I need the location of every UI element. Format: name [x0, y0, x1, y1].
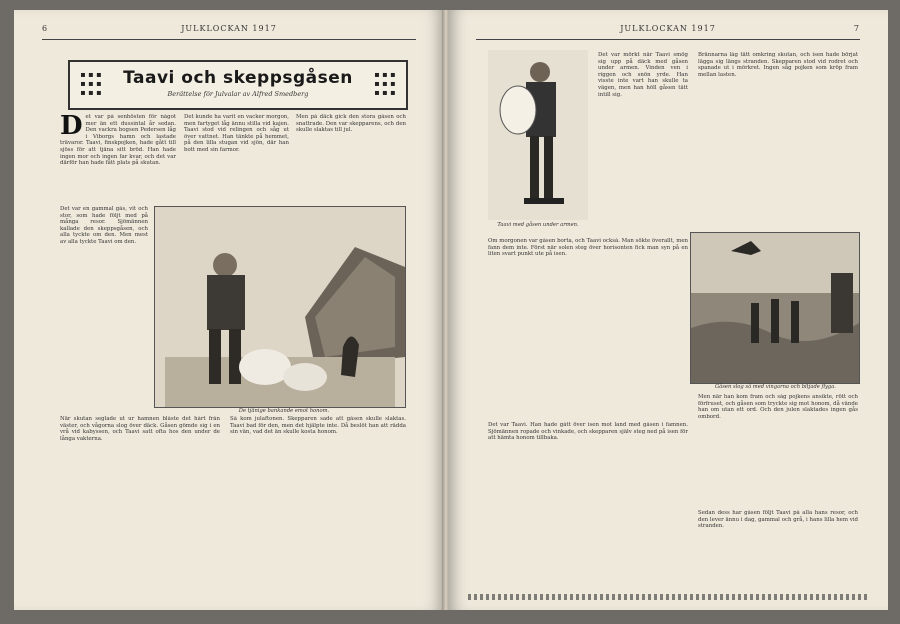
illustration-caption: Taavi med gåsen under armen. — [497, 222, 579, 228]
ornament-icon: ▪ ▪ ▪ ▪ ▪ ▪ ▪ ▪ ▪ — [374, 70, 396, 97]
body-text: När skutan seglade ut ur hamnen blåste det hårt från väster, och vågorna slog över däck. Gåsen gömde sig i en vrå vid kabyssen, och Taavi satt ofta hos den under de långa vakterna. — [60, 416, 220, 442]
body-text: Det var Taavi. Han hade gått över isen mot land med gåsen i famnen. Sjömännen ropade och vinkade, och skepparen själv steg ned på isen för att hämta honom tillbaka. — [488, 422, 688, 442]
text-column — [488, 422, 688, 582]
text-column — [698, 394, 858, 504]
story-subtitle: Berättelse för Julvalar av Alfred Smedberg — [167, 90, 309, 98]
text-column — [296, 114, 406, 202]
running-head — [42, 24, 416, 38]
text-column — [60, 206, 148, 410]
text-column — [698, 510, 858, 580]
text-column — [698, 52, 858, 222]
illustration-ice-shore — [690, 232, 860, 384]
page-number: 6 — [42, 24, 49, 33]
illustration-caption: Gåsen slog så med vingarna och bitjade flyga. — [715, 384, 836, 390]
running-title: JULKLOCKAN 1917 — [620, 24, 716, 33]
body-text: Det var en gammal gås, vit och stor, som hade följt med på många resor. Sjömännen kallade den skeppsgåsen, och alla tyckte om den. Men mest av alla tyckte Taavi om den. — [60, 206, 148, 245]
body-text: Så kom julaftonen. Skepparen sade att gåsen skulle slaktas. Taavi bad för den, men det hjälpte inte. Då beslöt han att rädda sin vän, vad det än skulle kosta honom. — [230, 416, 406, 436]
running-title: JULKLOCKAN 1917 — [181, 24, 277, 33]
ornament-icon: ▪ ▪ ▪ ▪ ▪ ▪ ▪ ▪ ▪ — [80, 70, 102, 97]
text-column — [488, 238, 688, 418]
illustration-boy-geese — [154, 206, 406, 408]
magazine-spread — [14, 10, 890, 614]
body-text: Men när han kom fram och såg pojkens ansikte, rött och förfruset, och gåsen som tryckte sig mot honom, då vände han om utan ett ord. Och den julen slaktades ingen gås ombord. — [698, 394, 858, 420]
drop-cap: D — [60, 114, 83, 141]
illustration-caption: De tjänige bankande emot honom. — [238, 408, 330, 414]
left-page — [14, 10, 444, 610]
text-column — [598, 52, 688, 232]
body-text: Sedan dess har gåsen följt Taavi på alla hans resor, och den lever ännu i dag, gammal och grå, i hans lilla hem vid stranden. — [698, 510, 858, 530]
story-title: Taavi och skeppsgåsen — [123, 68, 353, 88]
body-text: Men på däck gick den stora gåsen och snattrade. Den var skepparens, och den skulle slaktas till jul. — [296, 114, 406, 134]
page-number: 7 — [853, 24, 860, 33]
body-text: Det kunde ha varit en vacker morgon, men fartyget låg ännu stilla vid kajen. Taavi stod vid relingen och såg ut över vattnet. Han tänkte på hemmet, på den lilla stugan vid sjön, där han bott med sin farmor. — [184, 114, 289, 153]
body-text: Om morgonen var gåsen borta, och Taavi också. Man sökte överallt, men fann dem inte. Först när solen steg över horisonten fick man syn på en liten svart punkt ute på isen. — [488, 238, 688, 258]
running-head — [476, 24, 860, 38]
header-rule — [42, 39, 416, 40]
title-box — [68, 60, 408, 110]
text-column — [184, 114, 289, 202]
footer-ornament-rule — [468, 594, 868, 600]
header-rule — [476, 39, 860, 40]
text-column — [230, 416, 406, 592]
body-text: Det var mörkt när Taavi smög sig upp på däck med gåsen under armen. Vinden ven i riggen och snön yrde. Han visste inte vart han skulle ta vägen, men han höll gåsen tätt intill sig. — [598, 52, 688, 98]
body-text: Brännarna låg tätt omkring skutan, och isen hade börjat lägga sig längs stranden. Skepparen stod vid rodret och spanade ut i mörkret. Ingen såg pojken som kröp fram mellan lasten. — [698, 52, 858, 78]
text-column — [60, 114, 176, 202]
text-column — [60, 416, 220, 592]
illustration-boy-with-goose — [488, 50, 588, 220]
body-text: et var på senhösten för något mer än ett dussintal år sedan. Den vackra bogsen Pedersen låg i Viborgs hamn och lastade trävaror. Taavi, finskpojken, hade gått till sjöss för att tjäna sitt bröd. Han hade ingen mor och ingen far kvar, och det var därför han hade fått plats på skutan. — [60, 114, 176, 167]
right-page — [448, 10, 888, 610]
